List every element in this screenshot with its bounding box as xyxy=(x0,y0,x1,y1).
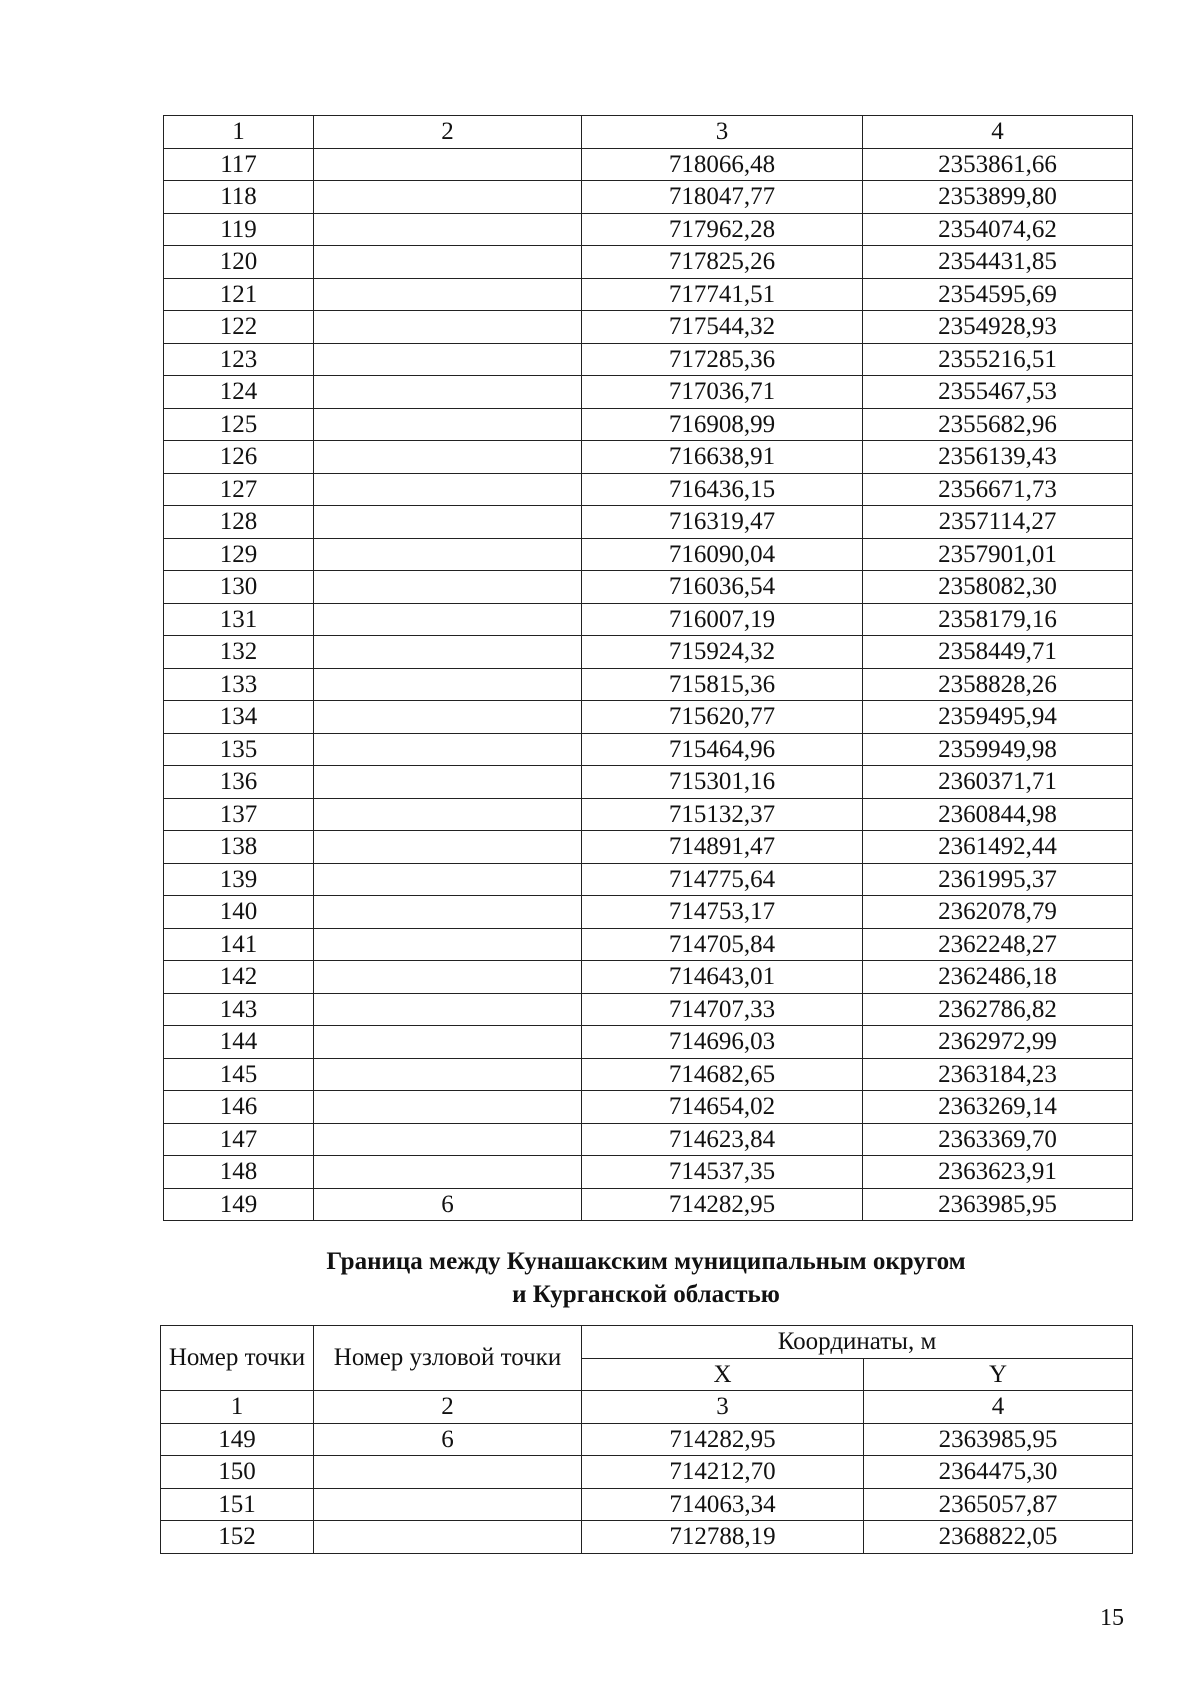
point-number-cell: 1 xyxy=(164,116,314,149)
x-coordinate-cell: 717036,71 xyxy=(582,376,863,409)
y-coordinate-cell: 2354595,69 xyxy=(863,278,1133,311)
point-number-cell: 117 xyxy=(164,148,314,181)
y-coordinate-cell: 2362078,79 xyxy=(863,896,1133,929)
y-coordinate-cell: 2365057,87 xyxy=(864,1488,1133,1521)
x-coordinate-cell: 714775,64 xyxy=(582,863,863,896)
y-coordinate-cell: 2356139,43 xyxy=(863,441,1133,474)
x-coordinate-cell: 716007,19 xyxy=(582,603,863,636)
point-number-cell: 149 xyxy=(161,1423,314,1456)
table-row xyxy=(164,896,1133,929)
y-coordinate-cell: 2363985,95 xyxy=(864,1423,1133,1456)
y-coordinate-cell: 2363623,91 xyxy=(863,1156,1133,1189)
x-coordinate-cell: 714282,95 xyxy=(582,1423,864,1456)
node-point-cell xyxy=(314,766,582,799)
point-number-cell: 149 xyxy=(164,1188,314,1221)
y-coordinate-cell: 2362486,18 xyxy=(863,961,1133,994)
table-row xyxy=(161,1456,1133,1489)
table-row xyxy=(164,701,1133,734)
y-coordinate-cell: 2354074,62 xyxy=(863,213,1133,246)
x-coordinate-cell: 716036,54 xyxy=(582,571,863,604)
node-point-number-header: Номер узловой точки xyxy=(314,1326,582,1391)
node-point-cell xyxy=(314,896,582,929)
y-coordinate-cell: 2356671,73 xyxy=(863,473,1133,506)
x-coordinate-cell: 717825,26 xyxy=(582,246,863,279)
coordinates-table-kurgan-body xyxy=(161,1326,1133,1554)
y-coordinate-cell: 2357114,27 xyxy=(863,506,1133,539)
column-number-row xyxy=(161,1391,1133,1424)
y-coordinate-cell: 2358082,30 xyxy=(863,571,1133,604)
point-number-cell: 128 xyxy=(164,506,314,539)
point-number-cell: 150 xyxy=(161,1456,314,1489)
x-coordinate-cell: 718047,77 xyxy=(582,181,863,214)
y-coordinate-cell: 2354431,85 xyxy=(863,246,1133,279)
node-point-cell xyxy=(314,863,582,896)
node-point-cell xyxy=(314,343,582,376)
x-coordinate-cell: 714063,34 xyxy=(582,1488,864,1521)
table-row xyxy=(164,506,1133,539)
point-number-cell: 129 xyxy=(164,538,314,571)
table-row xyxy=(161,1423,1133,1456)
node-point-cell xyxy=(314,1488,582,1521)
table-row xyxy=(164,408,1133,441)
node-point-cell: 6 xyxy=(314,1423,582,1456)
node-point-cell xyxy=(314,1521,582,1554)
node-point-cell xyxy=(314,701,582,734)
node-point-cell xyxy=(314,311,582,344)
point-number-cell: 142 xyxy=(164,961,314,994)
point-number-cell: 134 xyxy=(164,701,314,734)
point-number-cell: 133 xyxy=(164,668,314,701)
x-coordinate-cell: 714696,03 xyxy=(582,1026,863,1059)
table-row xyxy=(164,441,1133,474)
x-coordinate-cell: 717285,36 xyxy=(582,343,863,376)
node-point-cell xyxy=(314,993,582,1026)
y-coordinate-cell: 2363985,95 xyxy=(863,1188,1133,1221)
table-row xyxy=(164,993,1133,1026)
point-number-cell: 146 xyxy=(164,1091,314,1124)
node-point-cell xyxy=(314,1091,582,1124)
section-title xyxy=(160,1245,1132,1311)
table-row xyxy=(161,1488,1133,1521)
point-number-cell: 119 xyxy=(164,213,314,246)
point-number-cell: 145 xyxy=(164,1058,314,1091)
table-row xyxy=(164,1026,1133,1059)
node-point-cell xyxy=(314,636,582,669)
table-row xyxy=(164,766,1133,799)
x-coordinate-cell: 717962,28 xyxy=(582,213,863,246)
y-header: Y xyxy=(864,1358,1133,1391)
section-title-line-2: и Курганской областью xyxy=(512,1281,780,1308)
x-coordinate-cell: 714537,35 xyxy=(582,1156,863,1189)
table-row xyxy=(164,831,1133,864)
y-coordinate-cell: 2360844,98 xyxy=(863,798,1133,831)
point-number-cell: 131 xyxy=(164,603,314,636)
node-point-cell xyxy=(314,473,582,506)
y-coordinate-cell: 2361492,44 xyxy=(863,831,1133,864)
x-coordinate-cell: 716090,04 xyxy=(582,538,863,571)
x-coordinate-cell: 715132,37 xyxy=(582,798,863,831)
node-point-cell xyxy=(314,376,582,409)
table-row xyxy=(164,863,1133,896)
column-number-row xyxy=(164,116,1133,149)
node-point-cell xyxy=(314,961,582,994)
x-coordinate-cell: 714654,02 xyxy=(582,1091,863,1124)
point-number-cell: 141 xyxy=(164,928,314,961)
node-point-cell xyxy=(314,798,582,831)
x-coordinate-cell: 716319,47 xyxy=(582,506,863,539)
point-number-cell: 127 xyxy=(164,473,314,506)
y-coordinate-cell: 2364475,30 xyxy=(864,1456,1133,1489)
point-number-cell: 130 xyxy=(164,571,314,604)
table-row xyxy=(164,311,1133,344)
y-coordinate-cell: 2359495,94 xyxy=(863,701,1133,734)
x-coordinate-cell: 714212,70 xyxy=(582,1456,864,1489)
y-coordinate-cell: 4 xyxy=(863,116,1133,149)
y-coordinate-cell: 2354928,93 xyxy=(863,311,1133,344)
y-coordinate-cell: 2362972,99 xyxy=(863,1026,1133,1059)
y-coordinate-cell: 2357901,01 xyxy=(863,538,1133,571)
point-number-cell: 118 xyxy=(164,181,314,214)
table-row xyxy=(164,538,1133,571)
table-row xyxy=(164,148,1133,181)
node-point-cell: 2 xyxy=(314,116,582,149)
table-row xyxy=(164,1123,1133,1156)
table-row xyxy=(164,376,1133,409)
coordinates-table-top-body xyxy=(164,116,1133,1221)
table-row xyxy=(164,278,1133,311)
y-coordinate-cell: 2355216,51 xyxy=(863,343,1133,376)
table-row xyxy=(164,1156,1133,1189)
table-row xyxy=(164,246,1133,279)
node-point-cell xyxy=(314,408,582,441)
x-coordinate-cell: 718066,48 xyxy=(582,148,863,181)
point-number-cell: 140 xyxy=(164,896,314,929)
table-row xyxy=(164,928,1133,961)
node-point-cell xyxy=(314,1156,582,1189)
node-point-cell xyxy=(314,928,582,961)
y-coordinate-cell: 2360371,71 xyxy=(863,766,1133,799)
y-coordinate-cell: 2355467,53 xyxy=(863,376,1133,409)
page-number: 15 xyxy=(1100,1605,1124,1631)
point-number-cell: 151 xyxy=(161,1488,314,1521)
coordinates-table-kurgan xyxy=(160,1325,1133,1554)
node-point-cell xyxy=(314,213,582,246)
x-coordinate-cell: 715620,77 xyxy=(582,701,863,734)
x-header: X xyxy=(582,1358,864,1391)
table-row xyxy=(164,181,1133,214)
point-number-cell: 122 xyxy=(164,311,314,344)
y-coordinate-cell: 2358449,71 xyxy=(863,636,1133,669)
y-coordinate-cell: 2362248,27 xyxy=(863,928,1133,961)
coordinates-table-top xyxy=(163,115,1133,1221)
x-coordinate-cell: 714891,47 xyxy=(582,831,863,864)
y-coordinate-cell: 4 xyxy=(864,1391,1133,1424)
table-row xyxy=(161,1521,1133,1554)
x-coordinate-cell: 716638,91 xyxy=(582,441,863,474)
point-number-cell: 121 xyxy=(164,278,314,311)
node-point-cell xyxy=(314,603,582,636)
y-coordinate-cell: 2353899,80 xyxy=(863,181,1133,214)
node-point-cell: 6 xyxy=(314,1188,582,1221)
x-coordinate-cell: 716436,15 xyxy=(582,473,863,506)
table-header-row xyxy=(161,1326,1133,1359)
point-number-cell: 125 xyxy=(164,408,314,441)
point-number-cell: 143 xyxy=(164,993,314,1026)
node-point-cell xyxy=(314,246,582,279)
point-number-cell: 120 xyxy=(164,246,314,279)
y-coordinate-cell: 2353861,66 xyxy=(863,148,1133,181)
table-row xyxy=(164,961,1133,994)
y-coordinate-cell: 2361995,37 xyxy=(863,863,1133,896)
point-number-cell: 147 xyxy=(164,1123,314,1156)
node-point-cell xyxy=(314,1026,582,1059)
point-number-cell: 132 xyxy=(164,636,314,669)
x-coordinate-cell: 714282,95 xyxy=(582,1188,863,1221)
node-point-cell xyxy=(314,538,582,571)
point-number-cell: 148 xyxy=(164,1156,314,1189)
point-number-cell: 124 xyxy=(164,376,314,409)
x-coordinate-cell: 714623,84 xyxy=(582,1123,863,1156)
table-row xyxy=(164,733,1133,766)
point-number-cell: 137 xyxy=(164,798,314,831)
node-point-cell xyxy=(314,1123,582,1156)
y-coordinate-cell: 2358828,26 xyxy=(863,668,1133,701)
x-coordinate-cell: 712788,19 xyxy=(582,1521,864,1554)
node-point-cell xyxy=(314,278,582,311)
x-coordinate-cell: 714707,33 xyxy=(582,993,863,1026)
node-point-cell xyxy=(314,181,582,214)
table-row xyxy=(164,1188,1133,1221)
x-coordinate-cell: 3 xyxy=(582,116,863,149)
node-point-cell xyxy=(314,1456,582,1489)
point-number-cell: 136 xyxy=(164,766,314,799)
y-coordinate-cell: 2363184,23 xyxy=(863,1058,1133,1091)
node-point-cell xyxy=(314,1058,582,1091)
x-coordinate-cell: 715815,36 xyxy=(582,668,863,701)
table-row xyxy=(164,213,1133,246)
x-coordinate-cell: 715924,32 xyxy=(582,636,863,669)
x-coordinate-cell: 714705,84 xyxy=(582,928,863,961)
point-number-cell: 1 xyxy=(161,1391,314,1424)
table-row xyxy=(164,1058,1133,1091)
point-number-cell: 135 xyxy=(164,733,314,766)
table-row xyxy=(164,473,1133,506)
node-point-cell xyxy=(314,668,582,701)
table-row xyxy=(164,798,1133,831)
x-coordinate-cell: 714682,65 xyxy=(582,1058,863,1091)
x-coordinate-cell: 3 xyxy=(582,1391,864,1424)
point-number-cell: 139 xyxy=(164,863,314,896)
table-row xyxy=(164,1091,1133,1124)
table-row xyxy=(164,603,1133,636)
section-title-line-1: Граница между Кунашакским муниципальным округом xyxy=(326,1248,966,1275)
y-coordinate-cell: 2358179,16 xyxy=(863,603,1133,636)
node-point-cell xyxy=(314,831,582,864)
point-number-cell: 144 xyxy=(164,1026,314,1059)
table-row xyxy=(164,571,1133,604)
node-point-cell xyxy=(314,571,582,604)
x-coordinate-cell: 714643,01 xyxy=(582,961,863,994)
table-row xyxy=(164,343,1133,376)
node-point-cell xyxy=(314,441,582,474)
y-coordinate-cell: 2368822,05 xyxy=(864,1521,1133,1554)
node-point-cell xyxy=(314,733,582,766)
x-coordinate-cell: 715464,96 xyxy=(582,733,863,766)
coordinates-header: Координаты, м xyxy=(582,1326,1133,1359)
point-number-cell: 123 xyxy=(164,343,314,376)
point-number-cell: 138 xyxy=(164,831,314,864)
x-coordinate-cell: 716908,99 xyxy=(582,408,863,441)
y-coordinate-cell: 2363269,14 xyxy=(863,1091,1133,1124)
y-coordinate-cell: 2362786,82 xyxy=(863,993,1133,1026)
x-coordinate-cell: 714753,17 xyxy=(582,896,863,929)
table-row xyxy=(164,636,1133,669)
x-coordinate-cell: 717544,32 xyxy=(582,311,863,344)
x-coordinate-cell: 715301,16 xyxy=(582,766,863,799)
point-number-cell: 152 xyxy=(161,1521,314,1554)
node-point-cell xyxy=(314,506,582,539)
y-coordinate-cell: 2359949,98 xyxy=(863,733,1133,766)
node-point-cell xyxy=(314,148,582,181)
y-coordinate-cell: 2355682,96 xyxy=(863,408,1133,441)
point-number-cell: 126 xyxy=(164,441,314,474)
y-coordinate-cell: 2363369,70 xyxy=(863,1123,1133,1156)
x-coordinate-cell: 717741,51 xyxy=(582,278,863,311)
node-point-cell: 2 xyxy=(314,1391,582,1424)
point-number-header: Номер точки xyxy=(161,1326,314,1391)
table-row xyxy=(164,668,1133,701)
